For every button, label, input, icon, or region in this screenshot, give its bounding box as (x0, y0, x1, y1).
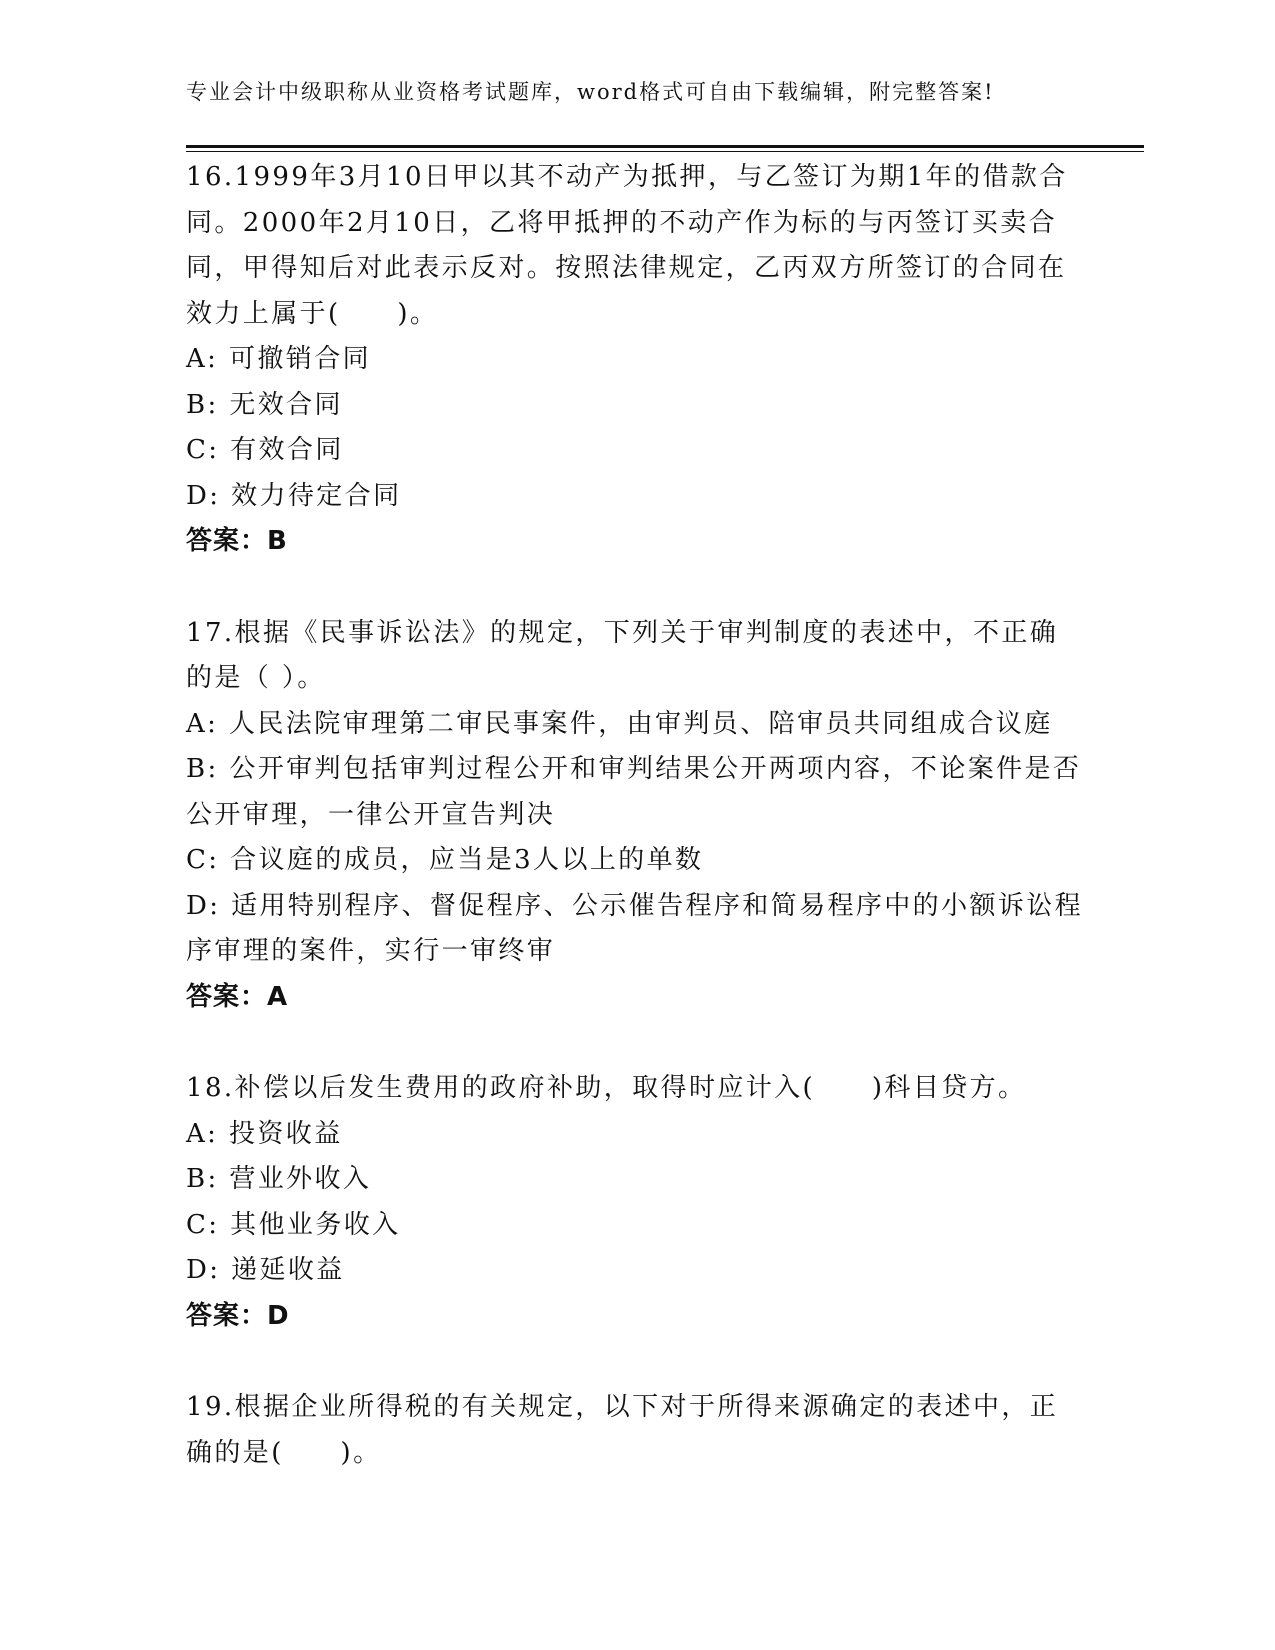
answer-label: 答案： (186, 526, 268, 556)
page-header: 专业会计中级职称从业资格考试题库，word格式可自由下载编辑，附完整答案! (186, 80, 995, 104)
header-divider (186, 145, 1144, 152)
option-a: A: 投资收益 (186, 1118, 343, 1149)
question-stem: 16.1999年3月10日甲以其不动产为抵押，与乙签订为期1年的借款合同。2000年2月10日，乙将甲抵押的不动产作为标的与丙签订买卖合同，甲得知后对此表示反对。按照法律规定，乙丙双方所签订的合同在效力上属于( )。 (186, 162, 1068, 329)
option-d: D: 递延收益 (186, 1255, 345, 1285)
answer-label: 答案： (186, 981, 268, 1012)
answer-line (186, 1294, 1086, 1340)
question-16 (186, 155, 1086, 565)
answer-line (186, 519, 1086, 565)
option-a: A: 人民法院审理第二审民事案件，由审判员、陪审员共同组成合议庭 (186, 708, 1053, 739)
option-b: B: 无效合同 (186, 389, 343, 420)
question-stem: 19.根据企业所得税的有关规定，以下对于所得来源确定的表述中，正确的是( )。 (186, 1392, 1059, 1468)
option-d: D: 适用特别程序、督促程序、公示催告程序和简易程序中的小额诉讼程序审理的案件，实行一审终审 (186, 890, 1084, 966)
question-17 (186, 611, 1086, 1021)
question-18 (186, 1066, 1086, 1339)
option-c: C: 其他业务收入 (186, 1209, 401, 1240)
answer-label: 答案： (186, 1300, 268, 1331)
answer-value: D (267, 1300, 290, 1331)
option-c: C: 合议庭的成员，应当是3人以上的单数 (186, 845, 704, 875)
answer-value: B (267, 526, 288, 556)
question-19 (186, 1385, 1086, 1476)
option-b: B: 营业外收入 (186, 1164, 372, 1194)
option-b: B: 公开审判包括审判过程公开和审判结果公开两项内容，不论案件是否公开审理，一律公开宣告判决 (186, 754, 1082, 830)
answer-line (186, 975, 1086, 1021)
answer-value: A (267, 981, 289, 1012)
question-stem: 17.根据《民事诉讼法》的规定，下列关于审判制度的表述中，不正确的是（ ）。 (186, 617, 1059, 693)
option-d: D: 效力待定合同 (186, 480, 402, 511)
option-c: C: 有效合同 (186, 435, 344, 465)
option-a: A: 可撤销合同 (186, 344, 372, 374)
question-list (186, 155, 1086, 1476)
question-stem: 18.补偿以后发生费用的政府补助，取得时应计入( )科目贷方。 (186, 1073, 1027, 1103)
